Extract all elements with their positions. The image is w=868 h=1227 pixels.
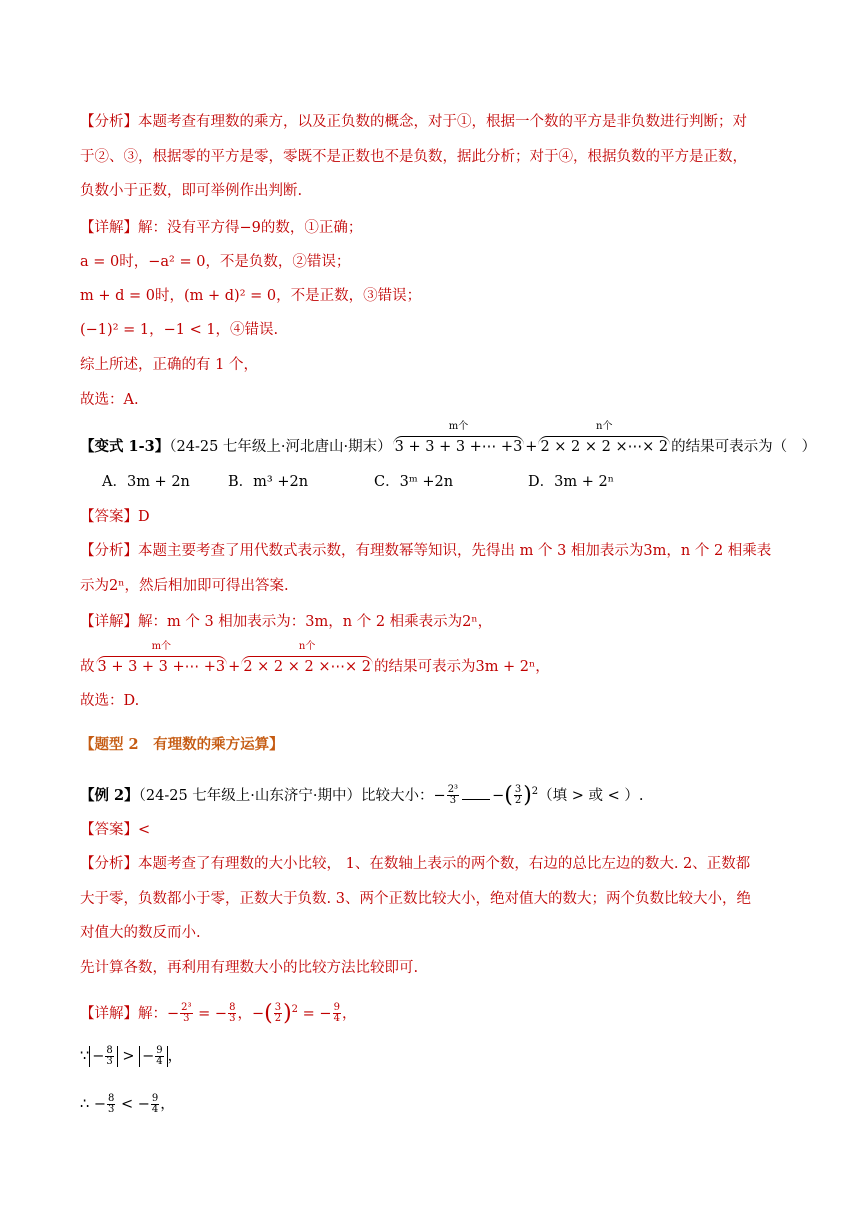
detail-1-line-1: [80, 218, 362, 238]
fraction-8-over-3: [228, 1003, 236, 1024]
frac-num: 8: [106, 1045, 113, 1056]
variant-1-3-question: [80, 421, 817, 457]
example-detail-line-3: [80, 1094, 175, 1115]
variant-suffix: 的结果可表示为（ ）: [671, 439, 817, 455]
fraction-2cubed-over-3: [180, 1003, 192, 1024]
detail-tag: 【详解】: [80, 220, 138, 236]
neg-sign: −: [167, 1005, 180, 1022]
greater-than: >: [117, 1048, 140, 1065]
less-than-neg: < −: [116, 1096, 150, 1113]
line-end: ，: [160, 1096, 175, 1113]
analysis-tag: 【分析】: [80, 856, 138, 872]
option-b: B．m³ +2n: [228, 474, 309, 490]
frac-den: 4: [156, 1056, 163, 1067]
example-2-question: 【例 2】（24-25 七年级上·山东济宁·期中）比较大小：− $\frac{\text{2³}}{3}$ −( $\frac{3}{2}$ )$^2$（填 > 或 < ）.: [80, 782, 644, 808]
fraction-9-over-4: [333, 1003, 341, 1024]
frac-den: 4: [151, 1104, 159, 1115]
frac-num: 8: [229, 1002, 236, 1014]
overbrace-m-expr: 3 + 3 + 3 +⋯ +3: [394, 439, 523, 455]
variant-analysis-text-1: 本题主要考查了用代数式表示数，有理数幂等知识，先得出 m 个 3 相加表示为3m，n 个 2 相乘表: [138, 543, 772, 559]
detail-1-line-2: a = 0时，−a² = 0，不是负数，②错误；: [80, 254, 351, 270]
variant-options: [102, 472, 614, 492]
detail-1-line-4: (−1)² = 1，−1 < 1，④错误.: [80, 322, 279, 338]
frac-den: 3: [106, 1056, 113, 1067]
frac-den: 2: [274, 1013, 282, 1025]
option-d: D．3m + 2ⁿ: [528, 474, 614, 490]
exponent: 2: [531, 786, 539, 797]
example-analysis-line-4: 先计算各数，再利用有理数大小的比较方法比较即可.: [80, 960, 419, 976]
fraction-2cubed-over-3: [447, 785, 459, 806]
overbrace-m: [393, 421, 525, 457]
option-a: A．3m + 2n: [102, 474, 190, 490]
frac-den: 3: [449, 795, 457, 807]
detail-suffix: 的结果可表示为3m + 2ⁿ，: [373, 659, 550, 675]
frac-den: 3: [107, 1104, 115, 1115]
neg-sign: −: [92, 1048, 105, 1065]
line-end: ，: [167, 1048, 183, 1065]
frac-num: 3: [514, 784, 522, 796]
abs-neg-9-4: [139, 1046, 168, 1067]
overbrace-n-expr: 2 × 2 × 2 ×⋯× 2: [243, 659, 371, 675]
overbrace-n-label: n个: [596, 421, 613, 432]
detail-tag: 【详解】: [80, 614, 138, 630]
overbrace-m-expr: 3 + 3 + 3 +⋯ +3: [97, 659, 226, 675]
overbrace-n: [538, 421, 670, 457]
example-analysis-line-3: 对值大的数反而小.: [80, 925, 201, 941]
fraction-3-over-2: [514, 785, 522, 806]
overbrace-n-label: n个: [298, 641, 316, 652]
frac-num: 9: [333, 1002, 340, 1014]
variant-tag: 【变式 1-3】: [80, 438, 170, 455]
fraction-8-over-3: [105, 1046, 113, 1067]
overbrace-m-label: m个: [151, 641, 172, 652]
abs-neg-8-3: [89, 1046, 118, 1067]
option-c: C．3ᵐ +2n: [374, 474, 454, 490]
example-suffix: （填 > 或 < ）.: [538, 787, 644, 804]
detail-prefix: 故: [80, 659, 95, 675]
analysis-1-line-1: [80, 112, 747, 132]
example-analysis-text-1: 本题考查了有理数的大小比较， 1、在数轴上表示的两个数，右边的总比左边的数大. 2、正数都: [138, 856, 751, 872]
frac-num: 8: [107, 1093, 115, 1104]
plus-sign: +: [228, 659, 241, 675]
example-detail-line-1: 【详解】解：− $\frac{\text{2³}}{3}$ = − $\frac{8}{3}$ ，−( $\frac{3}{2}$ )$^2$ = − $\frac{9}{4}$ ，: [80, 1000, 357, 1026]
analysis-1-line-2: 于②、③，根据零的平方是零，零既不是正数也不是负数，据此分析；对于④，根据负数的平方是正数，: [80, 149, 747, 165]
fraction-8-over-3: [107, 1094, 115, 1115]
variant-detail-line-3: 故选：D.: [80, 693, 140, 709]
line-end: ，: [341, 1005, 357, 1022]
neg-sign: −: [251, 1005, 265, 1022]
detail-prefix: 解：: [138, 1005, 167, 1022]
detail-1-line-6: 故选：A.: [80, 392, 139, 408]
neg-sign: −: [492, 787, 505, 804]
variant-detail-text-1: 解：m 个 3 相加表示为：3m，n 个 2 相乘表示为2ⁿ，: [138, 614, 493, 630]
variant-analysis-line-2: 示为2ⁿ，然后相加即可得出答案.: [80, 578, 289, 594]
answer-value: D: [138, 509, 150, 525]
answer-tag: 【答案】: [80, 509, 138, 525]
fraction-3-over-2: [274, 1003, 282, 1024]
because-symbol: ∵: [80, 1048, 90, 1065]
variant-detail-line-1: [80, 612, 492, 632]
therefore-symbol: ∴ −: [80, 1096, 106, 1113]
fraction-9-over-4: [151, 1094, 159, 1115]
fraction-9-over-4: [155, 1046, 163, 1067]
detail-1-line-3: m + d = 0时，(m + d)² = 0，不是正数，③错误；: [80, 288, 422, 304]
answer-tag: 【答案】: [80, 822, 138, 838]
frac-den: 3: [183, 1013, 190, 1025]
example-source: （24-25 七年级上·山东济宁·期中）比较大小：: [138, 787, 434, 804]
detail-1-line-5: 综上所述，正确的有 1 个，: [80, 357, 258, 373]
example-tag: 【例 2】: [80, 786, 139, 804]
frac-num: 3: [274, 1002, 282, 1014]
example-answer: [80, 820, 150, 840]
equals-neg: = −: [298, 1005, 332, 1022]
frac-num: 2³: [447, 784, 459, 796]
frac-den: 3: [229, 1013, 236, 1025]
frac-den: 2: [514, 795, 522, 807]
example-analysis-line-2: 大于零，负数都小于零，正数大于负数. 3、两个正数比较大小，绝对值大的数大；两个负数比较大小，绝: [80, 891, 751, 907]
frac-den: 4: [333, 1013, 340, 1025]
variant-analysis-line-1: [80, 541, 771, 561]
neg-sign: −: [433, 787, 446, 804]
analysis-1-text-1: 本题考查有理数的乘方，以及正负数的概念，对于①，根据一个数的平方是非负数进行判断；对: [138, 114, 747, 130]
overbrace-n-detail: [241, 641, 373, 677]
equals-neg: = −: [193, 1005, 228, 1022]
overbrace-m-detail: [96, 641, 228, 677]
example-detail-line-2: [80, 1046, 182, 1067]
plus-sign: +: [525, 439, 538, 455]
detail-1-text-1: 解：没有平方得−9的数，①正确；: [138, 220, 363, 236]
overbrace-n-expr: 2 × 2 × 2 ×⋯× 2: [540, 439, 669, 455]
frac-num: 9: [156, 1045, 163, 1056]
variant-source: （24-25 七年级上·河北唐山·期末）: [169, 439, 392, 455]
detail-tag: 【详解】: [80, 1005, 138, 1022]
frac-num: 9: [151, 1093, 159, 1104]
separator: ，: [237, 1005, 252, 1022]
neg-sign: −: [142, 1048, 155, 1065]
frac-num: 2³: [181, 1002, 192, 1014]
analysis-tag: 【分析】: [80, 114, 138, 130]
example-analysis-line-1: [80, 854, 750, 874]
analysis-tag: 【分析】: [80, 543, 138, 559]
section-heading: 【题型 2 有理数的乘方运算】: [80, 736, 284, 753]
answer-value: <: [138, 822, 151, 838]
variant-answer: [80, 507, 150, 527]
overbrace-m-label: m个: [448, 421, 469, 432]
variant-detail-line-2: [80, 641, 550, 677]
analysis-1-line-3: 负数小于正数，即可举例作出判断.: [80, 183, 303, 199]
answer-blank: [462, 787, 490, 800]
exponent: 2: [291, 1004, 299, 1015]
